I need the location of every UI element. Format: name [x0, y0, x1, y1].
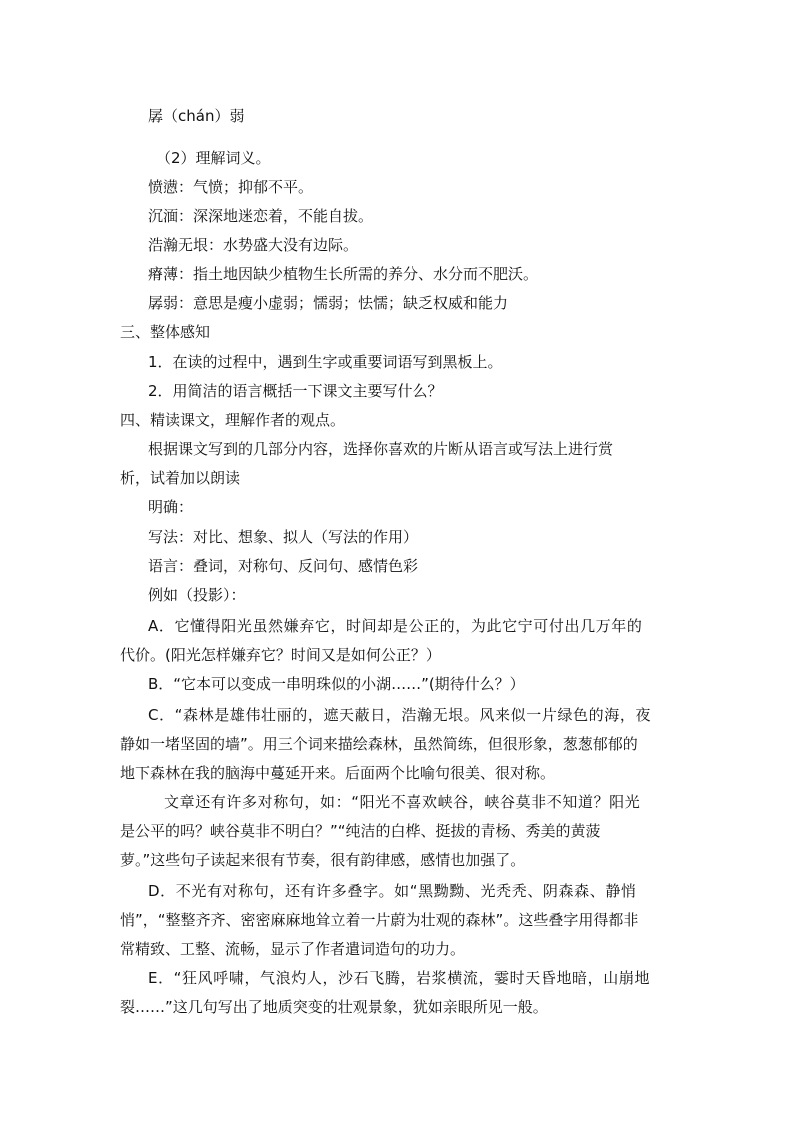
paragraph-line: B．“它本可以变成一串明珠似的小湖……”(期待什么？） [148, 675, 525, 693]
definition-line: 浩瀚无垠：水势盛大没有边际。 [148, 236, 359, 254]
definition-line: 沉湎：深深地迷恋着，不能自拔。 [148, 207, 374, 225]
paragraph-line: 析，试着加以朗读 [120, 469, 241, 487]
section-heading-vocabulary: （2）理解词义。 [156, 149, 271, 167]
pinyin-note: 孱（chán）弱 [148, 107, 245, 125]
paragraph-line: 是公平的吗？峡谷莫非不明白？”“纯洁的白桦、挺拔的青杨、秀美的黄菠 [120, 822, 601, 840]
paragraph-line: 萝。”这些句子读起来很有节奏，很有韵律感，感情也加强了。 [120, 851, 526, 869]
paragraph-line: 例如（投影）： [148, 586, 246, 604]
paragraph-line: A．它懂得阳光虽然嫌弃它，时间却是公正的，为此它宁可付出几万年的 [148, 617, 643, 635]
paragraph-line: 裂……”这几句写出了地质突变的壮观景象，犹如亲眼所见一般。 [120, 998, 548, 1016]
paragraph-line: 根据课文写到的几部分内容，选择你喜欢的片断从语言或写法上进行赏 [148, 440, 614, 458]
paragraph-line: 语言：叠词，对称句、反问句、感情色彩 [148, 557, 419, 575]
paragraph-line: 地下森林在我的脑海中蔓延开来。后面两个比喻句很美、很对称。 [120, 764, 556, 782]
paragraph-line: 2．用简洁的语言概括一下课文主要写什么？ [148, 382, 443, 400]
paragraph-line: 1．在读的过程中，遇到生字或重要词语写到黑板上。 [148, 353, 503, 371]
definition-line: 瘠薄：指土地因缺少植物生长所需的养分、水分而不肥沃。 [148, 265, 539, 283]
paragraph-line: 写法：对比、想象、拟人（写法的作用） [148, 528, 419, 546]
definition-line: 愤懑：气愤；抑郁不平。 [148, 178, 314, 196]
paragraph-line: 代价。(阳光怎样嫌弃它？时间又是如何公正？） [120, 646, 441, 664]
paragraph-line: 明确： [148, 498, 194, 516]
paragraph-line: 静如一堵坚固的墙”。用三个词来描绘森林，虽然简练，但很形象，葱葱郁郁的 [120, 735, 638, 753]
definition-line: 孱弱：意思是瘦小虚弱；懦弱；怯懦；缺乏权威和能力 [148, 294, 509, 312]
paragraph-line: E．“狂风呼啸，气浪灼人，沙石飞腾，岩浆横流，霎时天昏地暗，山崩地 [148, 969, 651, 987]
section-heading-close-reading: 四、精读课文，理解作者的观点。 [120, 411, 346, 429]
paragraph-line: C．“森林是雄伟壮丽的，遮天蔽日，浩瀚无垠。风来似一片绿色的海，夜 [148, 706, 652, 724]
paragraph-line: 悄”，“整整齐齐、密密麻麻地耸立着一片蔚为壮观的森林”。这些叠字用得都非 [120, 911, 639, 929]
paragraph-line: D．不光有对称句，还有许多叠字。如“黑黝黝、光秃秃、阴森森、静悄 [148, 882, 637, 900]
paragraph-line: 文章还有许多对称句，如：“阳光不喜欢峡谷，峡谷莫非不知道？阳光 [164, 793, 641, 811]
paragraph-line: 常精致、工整、流畅，显示了作者遣词造句的功力。 [120, 940, 466, 958]
section-heading-overview: 三、整体感知 [120, 323, 211, 341]
